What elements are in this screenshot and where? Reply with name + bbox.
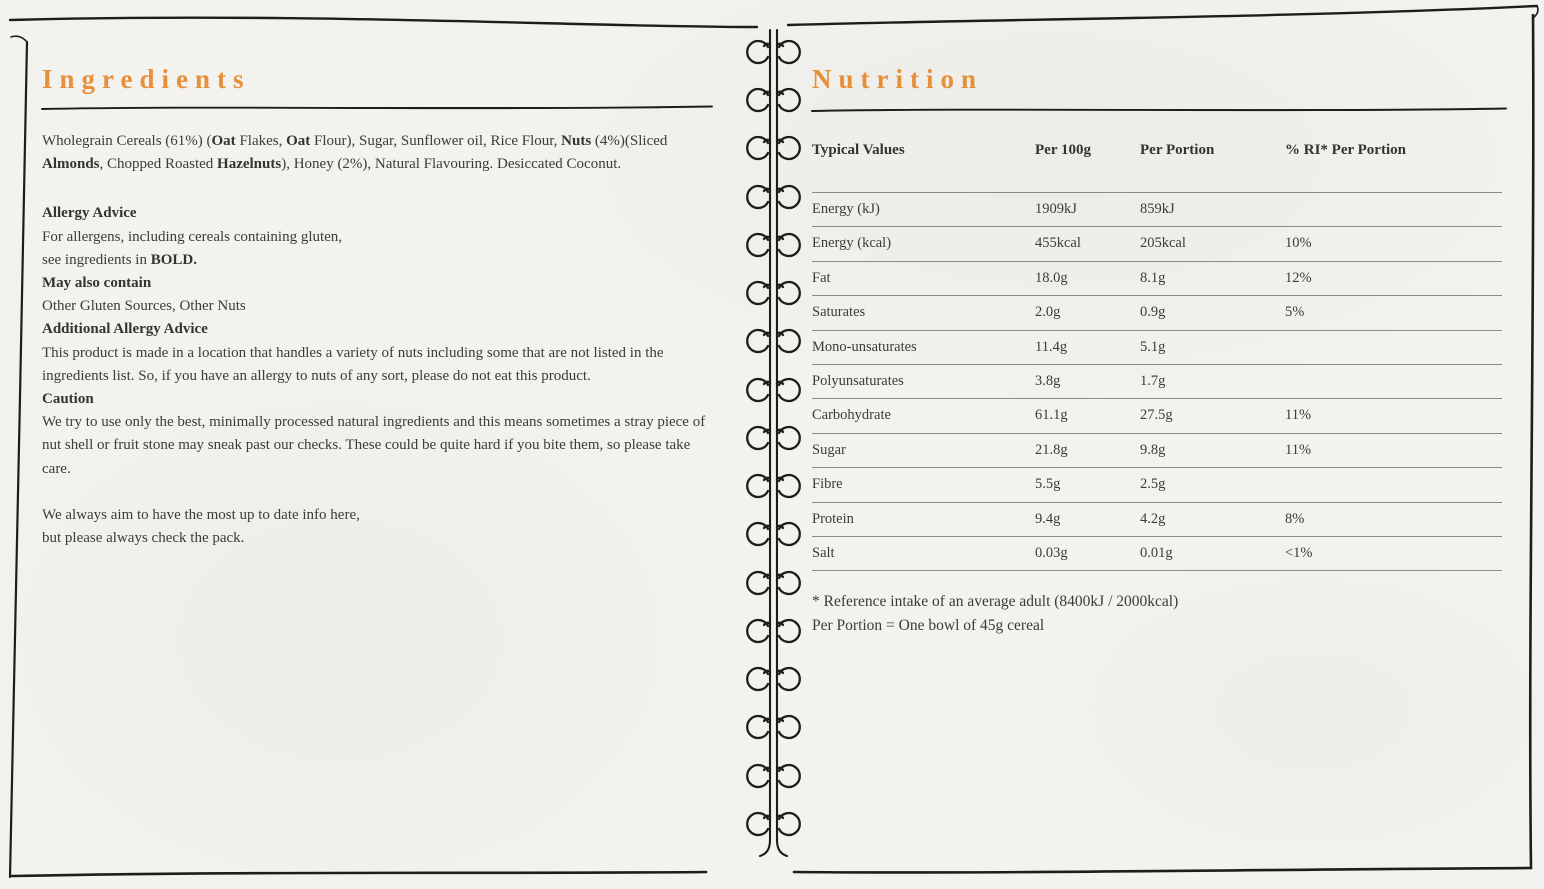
row-per100g: 9.4g	[1035, 510, 1061, 527]
table-row	[812, 227, 1502, 261]
row-label: Energy (kcal)	[812, 235, 892, 252]
row-per100g: 11.4g	[1035, 338, 1068, 355]
row-ri: 10%	[1285, 235, 1312, 252]
caution-heading: Caution	[42, 391, 94, 408]
ingredients-title: Ingredients	[42, 64, 251, 95]
row-label: Fibre	[812, 476, 843, 493]
row-per100g: 21.8g	[1035, 441, 1068, 458]
row-per100g: 3.8g	[1035, 372, 1061, 389]
row-portion: 205kcal	[1140, 235, 1186, 252]
info-footer-line: but please always check the pack.	[42, 530, 245, 547]
row-label: Carbohydrate	[812, 407, 891, 424]
allergy-advice-heading: Allergy Advice	[42, 205, 137, 222]
row-portion: 1.7g	[1140, 372, 1166, 389]
header-per-100g: Per 100g	[1035, 142, 1091, 158]
may-also-contain-line: Other Gluten Sources, Other Nuts	[42, 298, 246, 315]
row-per100g: 61.1g	[1035, 407, 1068, 424]
row-ri: <1%	[1285, 544, 1313, 561]
table-row	[812, 503, 1502, 537]
row-portion: 9.8g	[1140, 441, 1166, 458]
table-row	[812, 193, 1502, 227]
row-label: Sugar	[812, 441, 846, 458]
row-per100g: 5.5g	[1035, 476, 1061, 493]
row-portion: 859kJ	[1140, 201, 1175, 217]
row-label: Energy (kJ)	[812, 201, 880, 217]
ingredients-rule	[40, 103, 716, 113]
nutrition-rows	[812, 193, 1502, 571]
header-per-portion: Per Portion	[1140, 142, 1215, 158]
row-ri: 11%	[1285, 407, 1312, 424]
row-portion: 0.01g	[1140, 544, 1173, 561]
table-row	[812, 537, 1502, 571]
allergy-advice-line: For allergens, including cereals containing gluten,	[42, 228, 343, 245]
row-label: Mono-unsaturates	[812, 338, 917, 355]
table-row	[812, 365, 1502, 399]
row-portion: 8.1g	[1140, 269, 1166, 286]
table-row	[812, 399, 1502, 433]
row-ri: 11%	[1285, 441, 1312, 458]
table-row	[812, 434, 1502, 468]
row-portion: 5.1g	[1140, 338, 1166, 355]
row-portion: 4.2g	[1140, 510, 1166, 527]
row-per100g: 455kcal	[1035, 235, 1081, 252]
row-per100g: 2.0g	[1035, 304, 1061, 321]
row-label: Salt	[812, 544, 835, 561]
caution-text: We try to use only the best, minimally processed natural ingredients and this means sometimes a stray piece of nut shell or fruit stone may sneak past our checks. These could be quite hard if you bite them, so please take care.	[42, 414, 706, 477]
row-label: Protein	[812, 510, 854, 527]
ingredients-body	[42, 130, 718, 550]
row-ri: 12%	[1285, 269, 1312, 286]
may-also-contain-heading: May also contain	[42, 275, 152, 292]
table-row	[812, 296, 1502, 330]
row-label: Polyunsaturates	[812, 372, 904, 389]
info-footer-line: We always aim to have the most up to date info here,	[42, 506, 360, 523]
per-portion-note: Per Portion = One bowl of 45g cereal	[812, 617, 1045, 634]
table-row	[812, 331, 1502, 365]
table-row	[812, 468, 1502, 502]
header-ri-per-portion: % RI* Per Portion	[1285, 142, 1406, 158]
row-ri: 8%	[1285, 510, 1305, 527]
nutrition-table-header	[812, 136, 1502, 193]
row-ri: 5%	[1285, 304, 1305, 321]
ingredients-list: Wholegrain Cereals (61%) (Oat Flakes, Oat Flour), Sugar, Sunflower oil, Rice Flour, Nuts (4%)(Sliced Almonds, Chopped Roasted Hazelnuts), Honey (2%), Natural Flavouring. Desiccated Coconut.	[42, 133, 668, 173]
table-row	[812, 262, 1502, 296]
nutrition-title: Nutrition	[812, 64, 983, 95]
nutrition-rule	[810, 105, 1508, 115]
row-portion: 0.9g	[1140, 304, 1166, 321]
row-per100g: 1909kJ	[1035, 201, 1077, 217]
allergy-advice-line: see ingredients in BOLD.	[42, 251, 197, 268]
reference-intake-note: * Reference intake of an average adult (8400kJ / 2000kcal)	[812, 593, 1179, 610]
row-label: Saturates	[812, 304, 866, 321]
spiral-binding	[720, 0, 826, 889]
row-per100g: 18.0g	[1035, 269, 1068, 286]
additional-allergy-text: This product is made in a location that handles a variety of nuts including some that are not listed in the ingredients list. So, if you have an allergy to nuts of any sort, please do not eat this product.	[42, 344, 664, 384]
header-typical-values: Typical Values	[812, 142, 905, 158]
additional-allergy-heading: Additional Allergy Advice	[42, 321, 208, 338]
row-per100g: 0.03g	[1035, 544, 1068, 561]
row-portion: 27.5g	[1140, 407, 1173, 424]
row-portion: 2.5g	[1140, 476, 1166, 493]
row-label: Fat	[812, 269, 831, 286]
